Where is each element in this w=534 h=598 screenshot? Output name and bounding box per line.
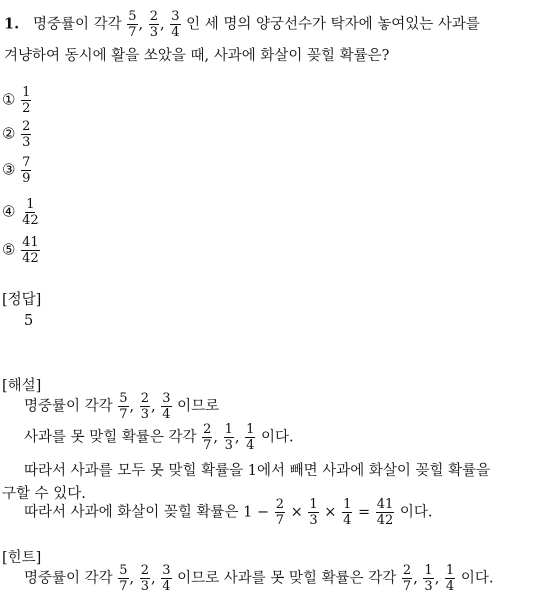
question-text-b: 인 세 명의 양궁선수가 탁자에 놓여있는 사과를 xyxy=(186,16,480,33)
option-mark: ③ xyxy=(2,160,16,179)
solution-line-4: 구할 수 있다. xyxy=(2,486,86,502)
question-text-a: 명중률이 각각 xyxy=(32,16,122,33)
accuracy-2: $\frac{2}{3}$ xyxy=(149,9,159,40)
solution-line-1: 명중률이 각각 $\frac{5}{7}$ , $\frac{2}{3}$ , $\frac{3}{4}$ 이므로 xyxy=(24,391,220,422)
option-3: ③ $\frac{7}{9}$ xyxy=(2,155,31,186)
accuracy-3: $\frac{3}{4}$ xyxy=(171,9,180,40)
option-mark: ② xyxy=(2,124,16,143)
option-mark: ⑤ xyxy=(2,240,16,259)
solution-line-5: 따라서 사과에 화살이 꽂힐 확률은 1 − $\frac{2}{7}$ × $\frac{1}{3}$ × $\frac{1}{4}$ = $\frac{41}{42}$ 이다. xyxy=(24,497,433,528)
solution-line-2: 사과를 못 맞힐 확률은 각각 $\frac{2}{7}$ , $\frac{1}{3}$ , $\frac{1}{4}$ 이다. xyxy=(24,422,294,453)
option-1: ① $\frac{1}{2}$ xyxy=(2,85,31,116)
question-line-1: 1. 명중률이 각각 $\frac{5}{7}$ , $\frac{2}{3}$ , $\frac{3}{4}$ 인 세 명의 양궁선수가 탁자에 놓여있는 사과를 xyxy=(4,9,480,40)
option-5: ⑤ $\frac{41}{42}$ xyxy=(2,235,39,266)
question-number: 1. xyxy=(4,15,20,33)
solution-line-3: 따라서 사과를 모두 못 맞힐 확률을 1에서 빼면 사과에 화살이 꽂힐 확률을 xyxy=(24,463,491,479)
question-line-2: 겨냥하여 동시에 활을 쏘았을 때, 사과에 화살이 꽂힐 확률은? xyxy=(4,48,390,64)
answer-value: 5 xyxy=(24,313,34,329)
option-mark: ④ xyxy=(2,202,16,221)
solution-label: [해설] xyxy=(2,378,42,394)
hint-label: [힌트] xyxy=(2,550,42,566)
option-mark: ① xyxy=(2,90,16,109)
accuracy-1: $\frac{5}{7}$ xyxy=(128,9,137,40)
option-4: ④ $\frac{1}{42}$ xyxy=(2,197,39,228)
answer-label: [정답] xyxy=(2,292,42,308)
option-2: ② $\frac{2}{3}$ xyxy=(2,119,31,150)
hint-line: 명중률이 각각 $\frac{5}{7}$ , $\frac{2}{3}$ , $\frac{3}{4}$ 이므로 사과를 못 맞힐 확률은 각각 $\frac{2}{7}$ , $\frac{1}{3}$ , $\frac{1}{4}$ 이다. xyxy=(24,563,494,594)
